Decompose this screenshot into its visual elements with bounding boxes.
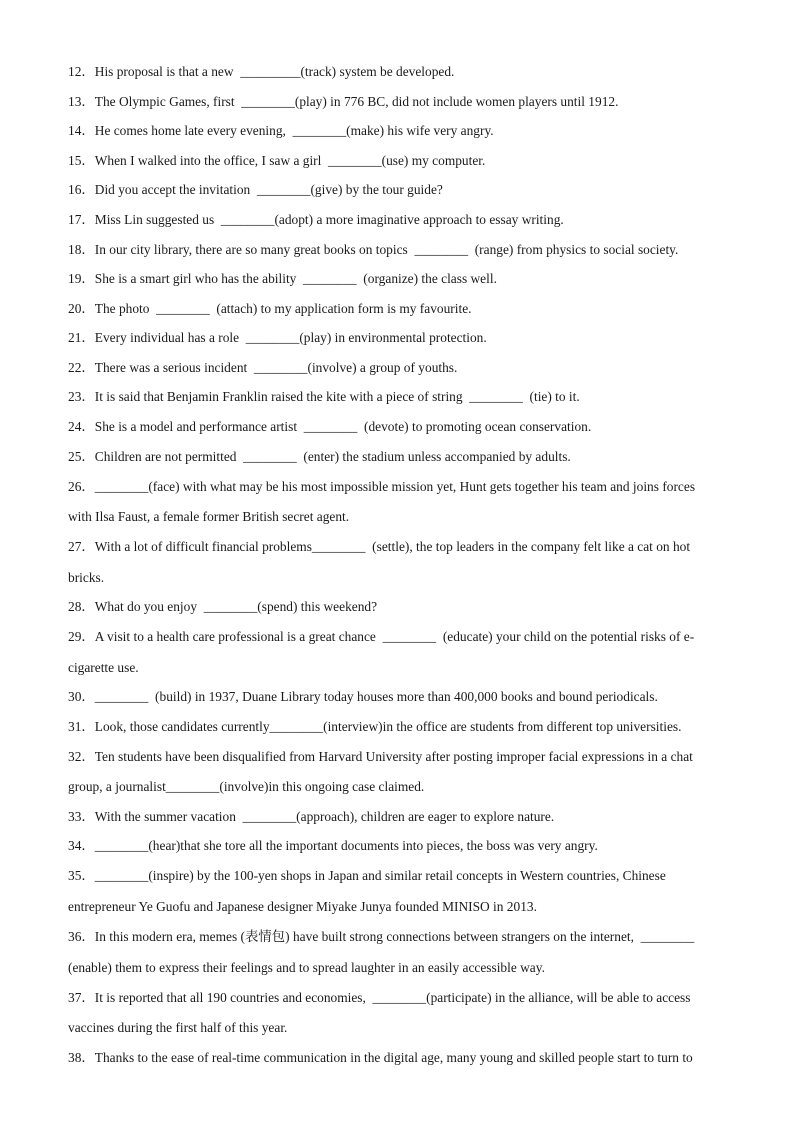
question-27-continued: bricks. <box>68 570 105 585</box>
question-15: 15．When I walked into the office, I saw a girl ________(use) my computer. <box>68 153 486 168</box>
question-28: 28．What do you enjoy ________(spend) this weekend? <box>68 599 378 614</box>
question-29: 29．A visit to a health care professional is a great chance ________ (educate) your child on the potential risks of e- <box>68 629 695 644</box>
question-22: 22．There was a serious incident ________(involve) a group of youths. <box>68 360 458 375</box>
question-21: 21．Every individual has a role ________(play) in environmental protection. <box>68 330 487 345</box>
question-38: 38．Thanks to the ease of real-time communication in the digital age, many young and skilled people start to turn to <box>68 1050 693 1065</box>
question-26: 26．________(face) with what may be his most impossible mission yet, Hunt gets together his team and joins forces <box>68 479 696 494</box>
question-36: 36．In this modern era, memes (表情包) have built strong connections between strangers on the internet, ________ <box>68 929 695 944</box>
question-29-continued: cigarette use. <box>68 660 139 675</box>
question-33: 33．With the summer vacation ________(approach), children are eager to explore nature. <box>68 809 555 824</box>
question-27: 27．With a lot of difficult financial problems________ (settle), the top leaders in the company felt like a cat on hot <box>68 539 691 554</box>
question-18: 18．In our city library, there are so many great books on topics ________ (range) from physics to social society. <box>68 242 679 257</box>
question-31: 31．Look, those candidates currently________(interview)in the office are students from different top universities. <box>68 719 682 734</box>
question-35-continued: entrepreneur Ye Guofu and Japanese designer Miyake Junya founded MINISO in 2013. <box>68 899 537 914</box>
question-12: 12．His proposal is that a new _________(track) system be developed. <box>68 64 455 79</box>
question-32: 32．Ten students have been disqualified from Harvard University after posting improper facial expressions in a chat <box>68 749 693 764</box>
question-19: 19．She is a smart girl who has the ability ________ (organize) the class well. <box>68 271 497 286</box>
question-37: 37．It is reported that all 190 countries and economies, ________(participate) in the alliance, will be able to access <box>68 990 691 1005</box>
question-35: 35．________(inspire) by the 100-yen shops in Japan and similar retail concepts in Western countries, Chinese <box>68 868 666 883</box>
question-30: 30．________ (build) in 1937, Duane Library today houses more than 400,000 books and bound periodicals. <box>68 689 658 704</box>
question-14: 14．He comes home late every evening, ________(make) his wife very angry. <box>68 123 494 138</box>
question-25: 25．Children are not permitted ________ (enter) the stadium unless accompanied by adults. <box>68 449 571 464</box>
question-24: 24．She is a model and performance artist ________ (devote) to promoting ocean conservation. <box>68 419 592 434</box>
question-20: 20．The photo ________ (attach) to my application form is my favourite. <box>68 301 472 316</box>
question-17: 17．Miss Lin suggested us ________(adopt) a more imaginative approach to essay writing. <box>68 212 564 227</box>
question-32-continued: group, a journalist________(involve)in this ongoing case claimed. <box>68 779 425 794</box>
question-16: 16．Did you accept the invitation ________(give) by the tour guide? <box>68 182 443 197</box>
question-13: 13．The Olympic Games, first ________(play) in 776 BC, did not include women players until 1912. <box>68 94 619 109</box>
question-36-continued: (enable) them to express their feelings and to spread laughter in an easily accessible way. <box>68 960 545 975</box>
question-23: 23．It is said that Benjamin Franklin raised the kite with a piece of string ________ (tie) to it. <box>68 389 580 404</box>
question-26-continued: with Ilsa Faust, a female former British secret agent. <box>68 509 350 524</box>
question-34: 34．________(hear)that she tore all the important documents into pieces, the boss was very angry. <box>68 838 598 853</box>
question-37-continued: vaccines during the first half of this year. <box>68 1020 288 1035</box>
